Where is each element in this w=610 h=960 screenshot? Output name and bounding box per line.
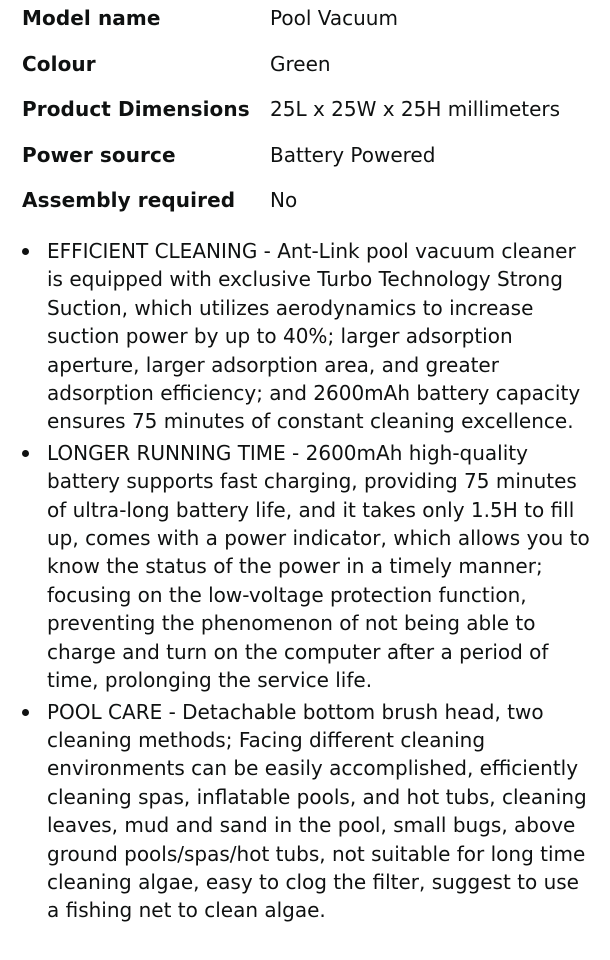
spec-value: 25L x 25W x 25H millimeters (270, 97, 561, 121)
bullet-dot-icon (22, 450, 29, 457)
bullet-text: EFFICIENT CLEANING - Ant-Link pool vacuum cleaner is equipped with exclusive Turbo Technology Strong Suction, which utilizes aerodynamics to increase suction power by up to 40%; larger adsorption aperture, larger adsorption area, and greater adsorption efficiency; and 2600mAh battery capacity ensures 75 minutes of constant cleaning excellence. (47, 239, 581, 434)
list-item (0, 698, 610, 925)
spec-row-power-source (22, 137, 602, 183)
spec-label: Power source (22, 142, 176, 167)
spec-label: Model name (22, 6, 161, 30)
feature-bullet-list (0, 237, 610, 928)
bullet-text: LONGER RUNNING TIME - 2600mAh high-quality battery supports fast charging, providing 75 minutes of ultra-long battery life, and it takes only 1.5H to fill up, comes with a power indicator, which allows you to know the status of the power in a timely manner; focusing on the low-voltage protection function, preventing the phenomenon of not being able to charge and turn on the computer after a period of time, prolonging the service life. (47, 440, 590, 693)
spec-row-model-name (22, 0, 602, 46)
bullet-dot-icon (22, 248, 29, 255)
spec-label: Product Dimensions (22, 97, 250, 121)
list-item (0, 237, 610, 436)
spec-row-product-dimensions (22, 91, 602, 137)
spec-row-assembly-required (22, 182, 602, 228)
spec-value: Pool Vacuum (270, 6, 398, 30)
spec-row-colour (22, 46, 602, 92)
spec-value: Battery Powered (270, 142, 436, 167)
bullet-dot-icon (22, 709, 29, 716)
spec-label: Assembly required (22, 188, 236, 212)
product-specs-table (22, 0, 602, 228)
spec-value: No (270, 188, 298, 212)
spec-label: Colour (22, 51, 96, 76)
list-item (0, 439, 610, 695)
spec-value: Green (270, 51, 331, 76)
bullet-text: POOL CARE - Detachable bottom brush head, two cleaning methods; Facing different cleaning environments can be easily accomplished, efficiently cleaning spas, inflatable pools, and hot tubs, cleaning leaves, mud and sand in the pool, small bugs, above ground pools/spas/hot tubs, not suitable for long time cleaning algae, easy to clog the filter, suggest to use a fishing net to clean algae. (47, 699, 587, 923)
